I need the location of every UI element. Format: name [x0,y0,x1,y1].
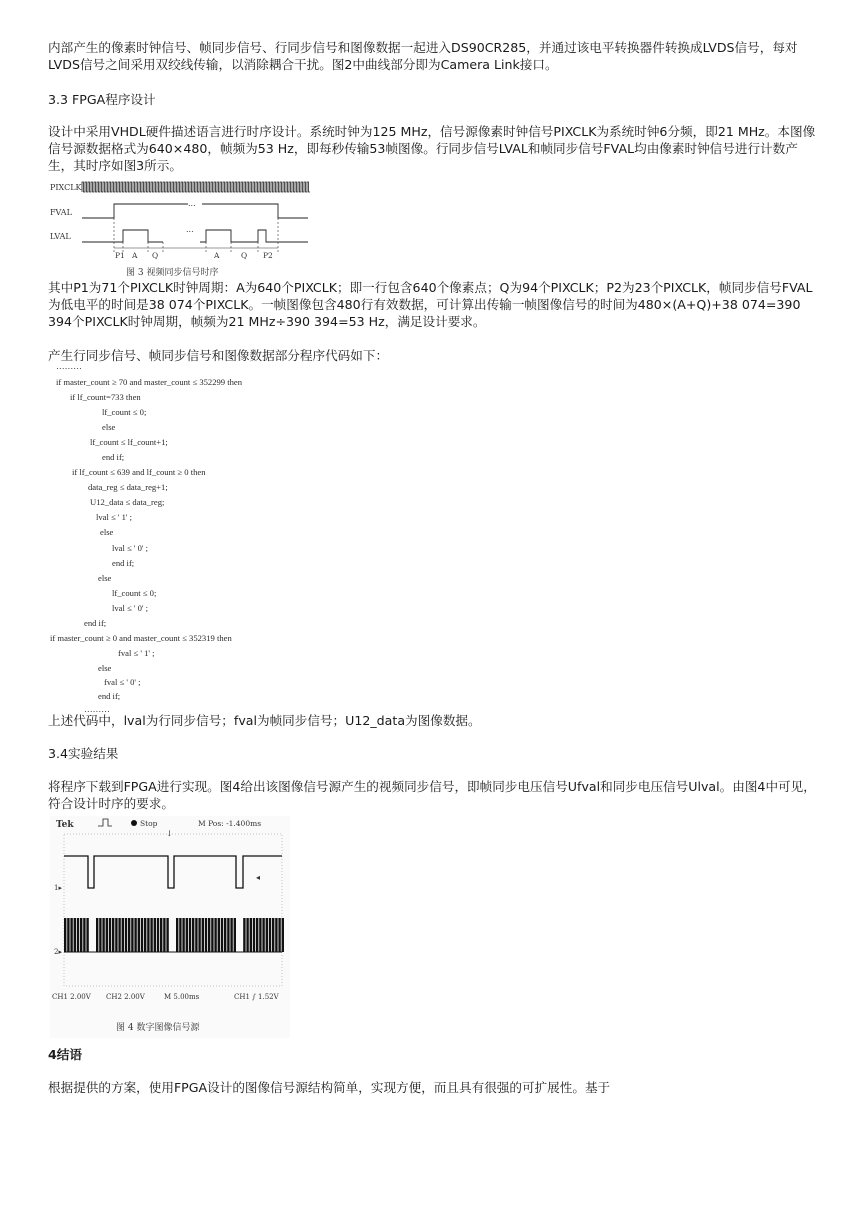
code-line: if master_count ≥ 0 and master_count ≤ 352319 then [50,633,232,643]
code-line: end if; [98,691,121,701]
ch2-pulse [109,918,111,952]
segment-label-a2: A [214,251,220,260]
ch2-pulse [83,918,85,952]
scope-trigger-setting: CH1 ∫ 1.52V [234,993,279,1001]
lval-ellipsis: ... [186,225,194,234]
ch2-pulse [272,918,274,952]
ch2-pulse [253,918,255,952]
heading-conclusion: 4结语 [48,1047,82,1062]
ch1-cursor-icon: ◂ [256,873,261,882]
ch2-pulse [80,918,82,952]
segment-label-q2: Q [241,251,248,260]
ch2-pulse [154,918,156,952]
ch2-pulse [182,918,184,952]
ch2-pulse [198,918,200,952]
ch2-pulse [138,918,140,952]
ch2-pulse [131,918,133,952]
scope-time-setting: M 5.00ms [164,993,200,1001]
ch2-pulse [134,918,136,952]
paragraph-code-explanation: 上述代码中，lval为行同步信号；fval为帧同步信号；U12_data为图像数据。 [48,713,481,728]
code-line: end if; [112,558,135,568]
code-line: ……… [56,362,82,371]
code-line: if lf_count ≤ 639 and lf_count ≥ 0 then [72,467,206,477]
paragraph-conclusion: 根据提供的方案，使用FPGA设计的图像信号源结构简单，实现方便，而且具有很强的可扩展性。基于 [48,1080,611,1095]
code-line: data_reg ≤ data_reg+1; [88,482,168,492]
scope-mpos: M Pos: -1.400ms [198,819,262,828]
ch2-pulse [102,918,104,952]
ch2-pulse [243,918,245,952]
ch2-pulse [99,918,101,952]
ch2-pulse [67,918,69,952]
code-line: lval ≤ ' 1' ; [96,512,132,522]
marker-lines [114,218,278,254]
code-line: lval ≤ ' 0' ; [112,603,148,613]
ch2-pulse [160,918,162,952]
ch2-pulse [86,918,88,952]
paragraph-parameters: 其中P1为71个PIXCLK时钟周期：A为640个PIXCLK；即一行包含640个像素点；Q为94个PIXCLK；P2为23个PIXCLK，帧同步信号FVAL为低电平的时间是38 074个PIXCLK。一帧图像包含480行有效数据，可计算出传输一帧图像信号的时间为480×(A+Q)+38 074=390 394个PIXCLK时钟周期，帧频为21 MHz÷390 394=53 Hz，满足设计要求。 [48,280,813,329]
lval-waveform [82,230,308,242]
code-line: else [98,663,112,673]
ch2-pulse [192,918,194,952]
ch2-pulse [176,918,178,952]
code-line: if lf_count=733 then [70,392,141,402]
ch2-pulse [77,918,79,952]
ch2-marker: 2▸ [54,948,62,956]
ch2-pulse [112,918,114,952]
ch2-pulse [189,918,191,952]
pixclk-label: PIXCLK [50,183,82,192]
paragraph-code-intro: 产生行同步信号、帧同步信号和图像数据部分程序代码如下： [48,348,389,363]
figure-4-oscilloscope [50,816,290,1038]
ch2-pulse [214,918,216,952]
code-line: ……… [84,704,110,714]
pixclk-waveform [82,182,310,192]
ch2-pulse [141,918,143,952]
ch2-pulse [125,918,127,952]
segment-label-a: A [132,251,138,260]
lval-label: LVAL [50,232,71,241]
segment-label-p2: P2 [263,251,273,260]
ch2-pulse [202,918,204,952]
ch2-pulse [150,918,152,952]
paragraph-results: 将程序下载到FPGA进行实现。图4给出该图像信号源产生的视频同步信号，即帧同步电压信号Ufval和同步电压信号Ulval。由图4中可见，符合设计时序的要求。 [48,779,816,811]
ch2-pulse [106,918,108,952]
ch2-pulse [157,918,159,952]
figure-3-timing-diagram [48,178,320,280]
code-line: U12_data ≤ data_reg; [90,497,165,507]
ch2-pulse [262,918,264,952]
scope-ch2-setting: CH2 2.00V [106,993,145,1001]
ch2-pulse [266,918,268,952]
code-line: else [98,573,112,583]
code-line: fval ≤ ' 1' ; [118,648,155,658]
code-line: else [102,422,116,432]
trigger-position-icon: ↓ [166,829,173,838]
ch2-pulse [218,918,220,952]
scope-stop: Stop [140,819,158,828]
figure-3-caption: 图 3 视频同步信号时序 [126,268,219,278]
ch2-pulse [115,918,117,952]
ch2-pulse [186,918,188,952]
ch2-pulse [179,918,181,952]
ch2-pulse [250,918,252,952]
ch2-pulse [74,918,76,952]
heading-experiment-results: 3.4实验结果 [48,746,119,761]
code-line: else [100,527,114,537]
ch2-pulse [269,918,271,952]
ch2-pulse [282,918,284,952]
fval-label: FVAL [50,208,72,217]
ch2-pulse [208,918,210,952]
paragraph-timing: 设计中采用VHDL硬件描述语言进行时序设计。系统时钟为125 MHz，信号源像素时钟信号PIXCLK为系统时钟6分频，即21 MHz。本图像信号源数据格式为640×480，帧频为53 Hz，即每秒传输53帧图像。行同步信号LVAL和帧同步信号FVAL均由像素时钟信号进行计数产生，其时序如图3所示。 [48,124,816,173]
code-line: end if; [84,618,107,628]
ch2-pulse [118,918,120,952]
ch2-pulse [122,918,124,952]
heading-fpga-design: 3.3 FPGA程序设计 [48,92,156,107]
ch2-pulse [246,918,248,952]
ch2-pulse [256,918,258,952]
stop-icon [131,820,137,826]
code-line: if master_count ≥ 70 and master_count ≤ 352299 then [56,377,243,387]
ch2-pulse [230,918,232,952]
ch2-pulse [163,918,165,952]
ch2-pulse [227,918,229,952]
ch1-marker: 1▸ [54,884,62,892]
ch2-pulse [224,918,226,952]
ch2-pulse [205,918,207,952]
ch2-pulse [259,918,261,952]
ch2-pulse [221,918,223,952]
code-line: end if; [102,452,125,462]
ch2-pulse [166,918,168,952]
ch2-pulse [64,918,66,952]
ch2-pulse [278,918,280,952]
ch2-pulse [144,918,146,952]
ch2-pulse [275,918,277,952]
figure-4-caption: 图 4 数字图像信号源 [116,1023,200,1033]
ch2-pulse [128,918,130,952]
segment-label-q: Q [152,251,159,260]
code-line: lval ≤ ' 0' ; [112,543,148,553]
code-line: lf_count ≤ 0; [102,407,147,417]
code-listing [50,362,290,714]
code-line: lf_count ≤ lf_count+1; [90,437,168,447]
segment-label-p1: P1 [115,251,125,260]
ch2-pulse [147,918,149,952]
code-line: lf_count ≤ 0; [112,588,157,598]
scope-ch1-setting: CH1 2.00V [52,993,91,1001]
scope-brand: Tek [56,820,74,830]
code-line: fval ≤ ' 0' ; [104,677,141,687]
ch2-pulse [70,918,72,952]
ch2-pulse [234,918,236,952]
ch2-pulse [195,918,197,952]
ch2-pulse [96,918,98,952]
ch2-pulse [211,918,213,952]
fval-ellipsis: ... [188,199,196,208]
paragraph-intro: 内部产生的像素时钟信号、帧同步信号、行同步信号和图像数据一起进入DS90CR285，并通过该电平转换器件转换成LVDS信号，每对LVDS信号之间采用双绞线传输，以消除耦合干扰。图2中曲线部分即为Camera Link接口。 [48,40,798,72]
